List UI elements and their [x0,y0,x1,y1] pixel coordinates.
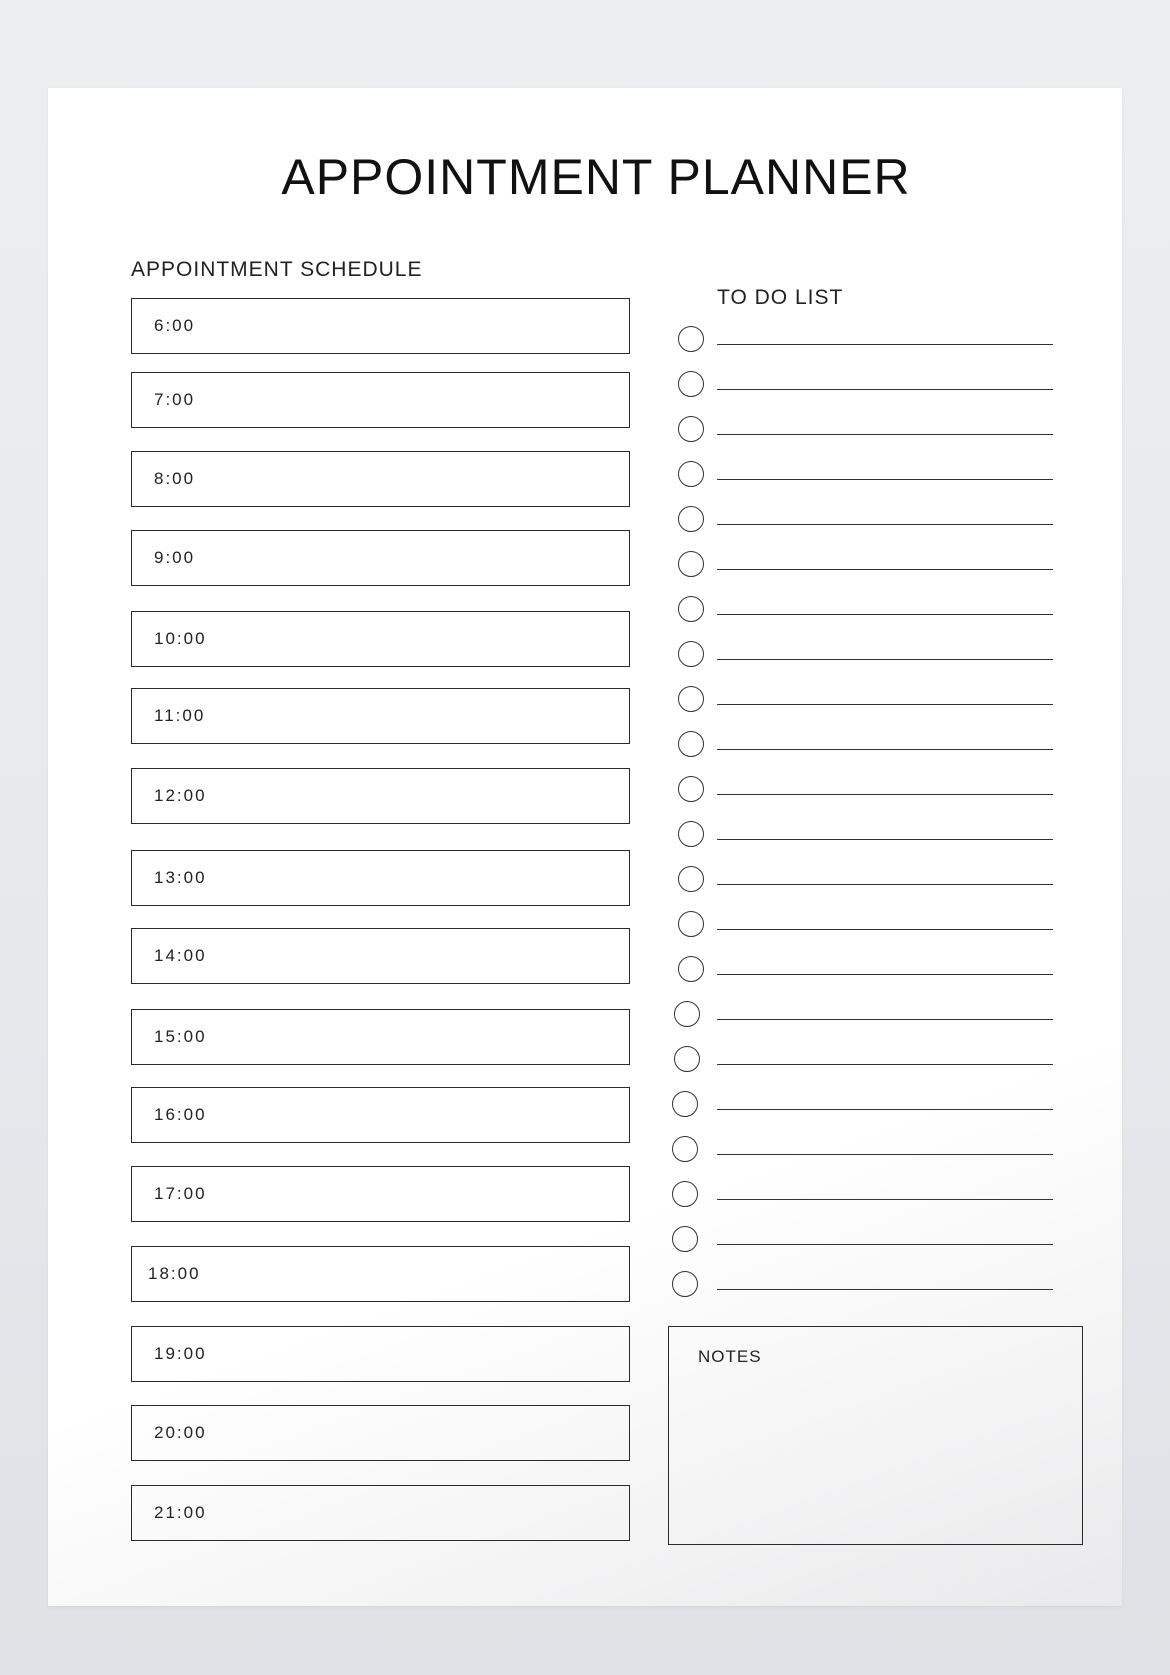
todo-checkbox[interactable] [678,866,704,892]
time-slot-label: 8:00 [154,469,196,488]
todo-item [668,326,1102,356]
todo-line[interactable] [717,344,1053,345]
todo-item [668,956,1102,986]
time-slot[interactable] [131,530,630,586]
todo-item [668,1226,1102,1256]
todo-checkbox[interactable] [678,551,704,577]
todo-line[interactable] [717,1199,1053,1200]
time-slot-label: 17:00 [154,1184,207,1203]
todo-item [668,641,1102,671]
time-slot-label: 7:00 [154,390,196,409]
schedule-heading: APPOINTMENT SCHEDULE [131,258,423,281]
todo-line[interactable] [717,974,1053,975]
todo-item [668,1136,1102,1166]
time-slot-label: 9:00 [154,548,196,567]
time-slot-label: 12:00 [154,786,207,805]
time-slot[interactable] [131,1166,630,1222]
todo-checkbox[interactable] [672,1181,698,1207]
todo-line[interactable] [717,1109,1053,1110]
notes-box[interactable] [668,1326,1083,1545]
time-slot-label: 10:00 [154,629,207,648]
todo-checkbox[interactable] [678,371,704,397]
todo-item [668,551,1102,581]
time-slot-label: 20:00 [154,1423,207,1442]
todo-item [668,1181,1102,1211]
notes-label: NOTES [698,1347,762,1366]
todo-checkbox[interactable] [672,1136,698,1162]
todo-item [668,461,1102,491]
planner-sheet [48,88,1122,1606]
todo-line[interactable] [717,1154,1053,1155]
todo-item [668,371,1102,401]
time-slot-label: 14:00 [154,946,207,965]
todo-checkbox[interactable] [678,596,704,622]
todo-line[interactable] [717,1244,1053,1245]
todo-checkbox[interactable] [678,911,704,937]
todo-line[interactable] [717,614,1053,615]
todo-item [668,731,1102,761]
todo-checkbox[interactable] [678,956,704,982]
todo-checkbox[interactable] [672,1271,698,1297]
todo-checkbox[interactable] [672,1091,698,1117]
time-slot[interactable] [131,688,630,744]
time-slot[interactable] [131,611,630,667]
todo-line[interactable] [717,1019,1053,1020]
todo-item [668,686,1102,716]
todo-checkbox[interactable] [678,641,704,667]
todo-line[interactable] [717,659,1053,660]
page-title: APPOINTMENT PLANNER [281,149,911,205]
todo-line[interactable] [717,524,1053,525]
time-slot[interactable] [131,372,630,428]
todo-line[interactable] [717,389,1053,390]
todo-item [668,776,1102,806]
todo-line[interactable] [717,929,1053,930]
todo-item [668,596,1102,626]
todo-line[interactable] [717,1064,1053,1065]
todo-checkbox[interactable] [678,326,704,352]
todo-line[interactable] [717,884,1053,885]
time-slot[interactable] [131,451,630,507]
time-slot-label: 11:00 [154,706,206,725]
todo-item [668,1001,1102,1031]
time-slot-label: 18:00 [148,1264,201,1283]
todo-item [668,1046,1102,1076]
todo-line[interactable] [717,434,1053,435]
todo-item [668,416,1102,446]
todo-checkbox[interactable] [678,821,704,847]
todo-item [668,506,1102,536]
time-slot-label: 15:00 [154,1027,207,1046]
todo-line[interactable] [717,704,1053,705]
time-slot-label: 6:00 [154,316,196,335]
todo-checkbox[interactable] [678,506,704,532]
todo-heading: TO DO LIST [717,286,844,309]
todo-item [668,866,1102,896]
time-slot-label: 19:00 [154,1344,207,1363]
todo-checkbox[interactable] [678,731,704,757]
todo-item [668,1271,1102,1301]
todo-line[interactable] [717,839,1053,840]
time-slot[interactable] [131,1326,630,1382]
todo-line[interactable] [717,794,1053,795]
todo-line[interactable] [717,749,1053,750]
todo-item [668,911,1102,941]
time-slot[interactable] [131,1087,630,1143]
todo-checkbox[interactable] [678,416,704,442]
todo-line[interactable] [717,1289,1053,1290]
time-slot[interactable] [131,1405,630,1461]
time-slot-label: 13:00 [154,868,207,887]
todo-line[interactable] [717,569,1053,570]
time-slot[interactable] [131,1009,630,1065]
time-slot[interactable] [131,1246,630,1302]
time-slot[interactable] [131,298,630,354]
todo-checkbox[interactable] [674,1001,700,1027]
todo-checkbox[interactable] [672,1226,698,1252]
todo-line[interactable] [717,479,1053,480]
todo-checkbox[interactable] [678,686,704,712]
time-slot[interactable] [131,850,630,906]
todo-item [668,1091,1102,1121]
time-slot-label: 21:00 [154,1503,207,1522]
time-slot[interactable] [131,1485,630,1541]
time-slot-label: 16:00 [154,1105,207,1124]
todo-checkbox[interactable] [678,776,704,802]
todo-item [668,821,1102,851]
time-slot[interactable] [131,928,630,984]
todo-checkbox[interactable] [674,1046,700,1072]
todo-checkbox[interactable] [678,461,704,487]
time-slot[interactable] [131,768,630,824]
